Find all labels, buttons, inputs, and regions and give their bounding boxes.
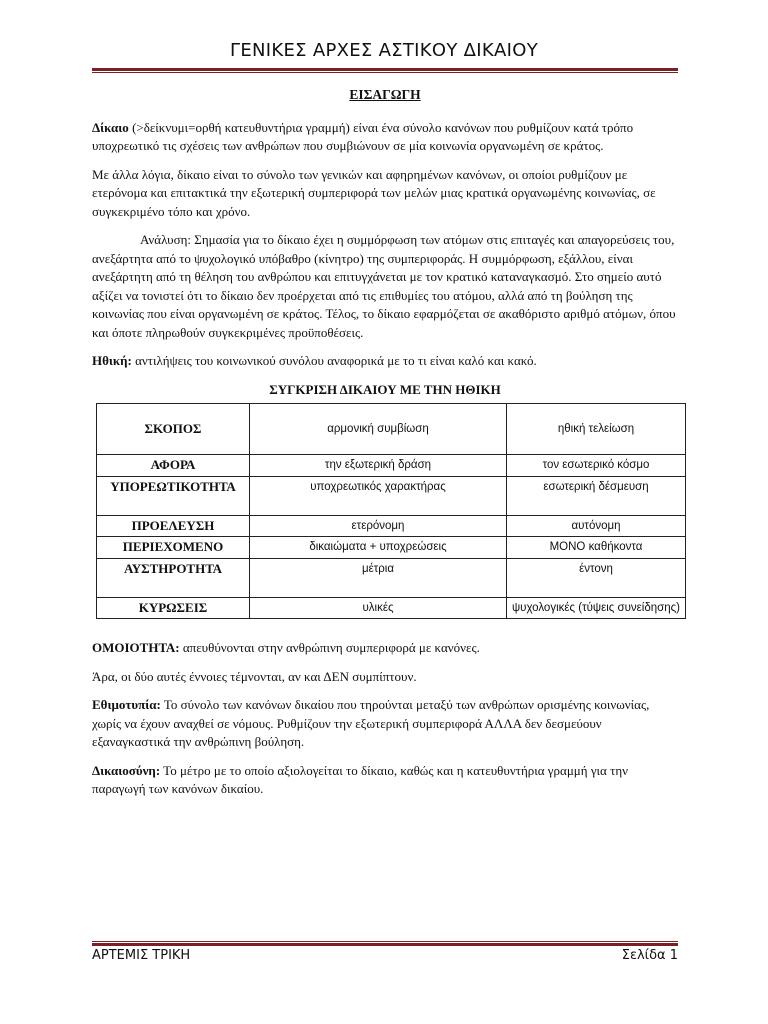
paragraph-etiquette xyxy=(92,696,678,752)
table-row xyxy=(97,476,686,515)
table-row xyxy=(97,537,686,559)
ethics-definition-text: αντιλήψεις του κοινωνικού συνόλου αναφορικά με το τι είναι καλό και κακό. xyxy=(131,353,537,368)
table-row xyxy=(97,404,686,455)
law-cell: αρμονική συμβίωση xyxy=(250,404,507,455)
row-label: ΣΚΟΠΟΣ xyxy=(97,404,250,455)
paragraph-justice xyxy=(92,762,678,799)
row-label: ΑΦΟΡΑ xyxy=(97,455,250,477)
row-label: ΑΥΣΤΗΡΟΤΗΤΑ xyxy=(97,558,250,597)
ethics-cell: ΜΟΝΟ καθήκοντα xyxy=(507,537,686,559)
ethics-cell: ψυχολογικές (τύψεις συνείδησης) xyxy=(507,597,686,619)
comparison-table xyxy=(96,403,686,619)
justice-text: Το μέτρο με το οποίο αξιολογείται το δίκαιο, καθώς και η κατευθυντήρια γραμμή για την παραγωγή των κανόνων δικαίου. xyxy=(92,762,629,796)
row-label: ΠΡΟΕΛΕΥΣΗ xyxy=(97,515,250,537)
page-header-title: ΓΕΝΙΚΕΣ ΑΡΧΕΣ ΑΣΤΙΚΟΥ ΔΙΚΑΙΟΥ xyxy=(229,40,538,61)
etiquette-text: Το σύνολο των κανόνων δικαίου που τηρούνται μεταξύ των ανθρώπων ορισμένης κοινωνίας, χωρίς να έχουν αναχθεί σε νόμους. Ρυθμίζουν την εξωτερική συμπεριφορά ΑΛΛΑ δεν δεσμεύουν εξαναγκαστικά την ανθρώπινη βούληση. xyxy=(92,697,650,749)
law-cell: υποχρεωτικός χαρακτήρας xyxy=(250,476,507,515)
law-cell: την εξωτερική δράση xyxy=(250,455,507,477)
row-label: ΥΠΟΡΕΩΤΙΚΟΤΗΤΑ xyxy=(97,476,250,515)
ethics-cell: έντονη xyxy=(507,558,686,597)
similarity-text: απευθύνονται στην ανθρώπινη συμπεριφορά με κανόνες. xyxy=(179,640,480,655)
footer-page-number: Σελίδα 1 xyxy=(621,948,678,963)
header-rule xyxy=(92,68,678,73)
row-label: ΚΥΡΩΣΕΙΣ xyxy=(97,597,250,619)
term-etiquette: Εθιμοτυπία: xyxy=(92,697,161,712)
footer-rule xyxy=(92,941,678,946)
term-ethics: Ηθική: xyxy=(92,353,132,368)
ethics-cell: εσωτερική δέσμευση xyxy=(507,476,686,515)
ethics-cell: αυτόνομη xyxy=(507,515,686,537)
paragraph-intersection: Άρα, οι δύο αυτές έννοιες τέμνονται, αν και ΔΕΝ συμπίπτουν. xyxy=(92,668,417,684)
law-cell: μέτρια xyxy=(250,558,507,597)
row-label: ΠΕΡΙΕΧΟΜΕΝΟ xyxy=(97,537,250,559)
law-cell: υλικές xyxy=(250,597,507,619)
table-row xyxy=(97,455,686,477)
paragraph-law-restated: Με άλλα λόγια, δίκαιο είναι το σύνολο των γενικών και αφηρημένων κανόνων, οι οποίοι ρυθμίζουν με ετερόνομα και επιτακτικά την εξωτερική συμπεριφορά των μελών μιας κρατικά οργανωμένης κοινωνίας, σε συγκεκριμένο τόπο και χρόνο. xyxy=(92,166,656,219)
paragraph-similarity xyxy=(92,639,678,658)
law-definition-text: (>δείκνυμι=ορθή κατευθυντήρια γραμμή) είναι ένα σύνολο κανόνων που ρυθμίζουν κατά τρόπο υποχρεωτικό τις σχέσεις των ανθρώπων που συμβιώνουν σε μία κοινωνία οργανωμένη σε κράτος. xyxy=(92,119,634,153)
comparison-table-title: ΣΥΓΚΡΙΣΗ ΔΙΚΑΙΟΥ ΜΕ ΤΗΝ ΗΘΙΚΗ xyxy=(269,381,501,397)
law-cell: ετερόνομη xyxy=(250,515,507,537)
table-row xyxy=(97,515,686,537)
term-justice: Δικαιοσύνη: xyxy=(92,762,161,778)
law-cell: δικαιώματα + υποχρεώσεις xyxy=(250,537,507,559)
table-row xyxy=(97,597,686,619)
paragraph-law-definition xyxy=(92,119,678,156)
table-row xyxy=(97,558,686,597)
section-title-intro: ΕΙΣΑΓΩΓΗ xyxy=(349,87,421,102)
term-similarity: ΟΜΟΙΟΤΗΤΑ: xyxy=(92,640,180,655)
footer-author: ΑΡΤΕΜΙΣ ΤΡΙΚΗ xyxy=(92,948,191,963)
paragraph-ethics-definition xyxy=(92,352,678,371)
paragraph-analysis: Ανάλυση: Σημασία για το δίκαιο έχει η συμμόρφωση των ατόμων στις επιταγές και απαγορεύσεις του, ανεξάρτητα από το ψυχολογικό υπόβαθρο (κίνητρο) της συμπεριφοράς. Η συμμόρφωση, εξάλλου, είναι ανεξάρτητη από τη θέληση του ανθρώπου και επιτυγχάνεται με τον κρατικό καταναγκασμό. Στο σημείο αυτό αξίζει να τονιστεί ότι το δίκαιο δεν προέρχεται από τις επιθυμίες του ατόμου, αλλά από τη βούληση της κοινωνίας που είναι οργανωμένη σε κράτος. Τέλος, το δίκαιο εφαρμόζεται σε ακαθόριστο αριθμό ατόμων, όπου και όποτε πληρωθούν συγκεκριμένες προϋποθέσεις. xyxy=(92,232,676,340)
term-law: Δίκαιο xyxy=(92,119,129,135)
ethics-cell: ηθική τελείωση xyxy=(507,404,686,455)
document-body xyxy=(92,86,681,809)
ethics-cell: τον εσωτερικό κόσμο xyxy=(507,455,686,477)
